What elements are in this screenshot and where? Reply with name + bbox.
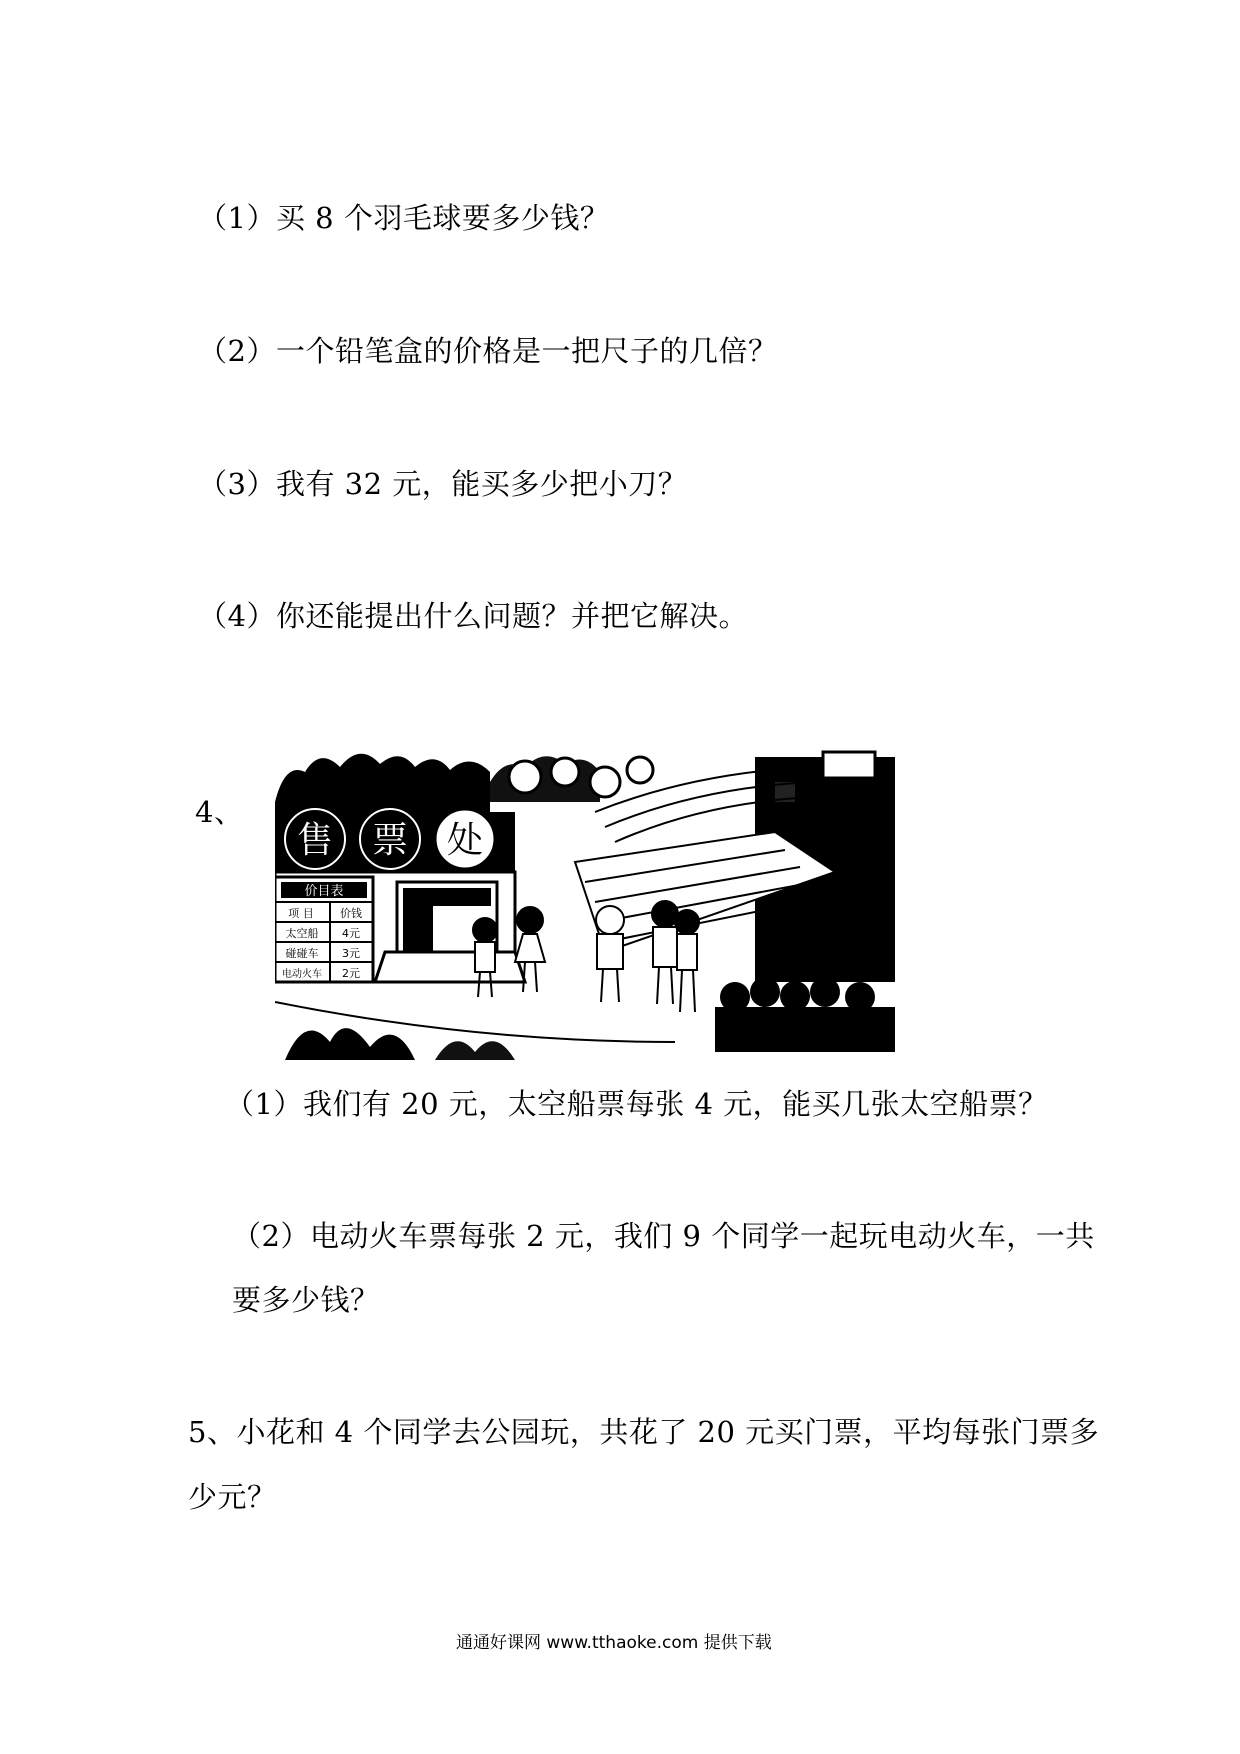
- question-3-3: （3）我有 32 元，能买多少把小刀？: [198, 467, 688, 501]
- question-3-1: （1）买 8 个羽毛球要多少钱？: [198, 201, 610, 235]
- question-4-number: 4、: [195, 795, 244, 829]
- question-4-2-line-1: （2）电动火车票每张 2 元，我们 9 个同学一起玩电动火车，一共: [232, 1219, 1095, 1253]
- price-row-2-item: 碰碰车: [285, 947, 319, 960]
- ticket-booth-illustration: [275, 742, 895, 1060]
- price-header-price: 价钱: [340, 907, 362, 920]
- question-5-line-1: 5、小花和 4 个同学去公园玩，共花了 20 元买门票，平均每张门票多: [188, 1415, 1100, 1449]
- price-row-1-item: 太空船: [285, 927, 319, 940]
- question-4-1: （1）我们有 20 元，太空船票每张 4 元，能买几张太空船票？: [225, 1087, 1048, 1121]
- price-row-3-price: 2元: [342, 967, 360, 980]
- footer-credit: 通通好课网 www.tthaoke.com 提供下载: [456, 1633, 772, 1653]
- question-3-4: （4）你还能提出什么问题？并把它解决。: [198, 599, 748, 633]
- question-5-line-2: 少元？: [188, 1480, 277, 1514]
- price-row-2-price: 3元: [342, 947, 360, 960]
- price-row-3-item: 电动火车: [282, 969, 322, 980]
- sign-char-3: 处: [446, 820, 484, 861]
- price-row-1-price: 4元: [342, 927, 360, 940]
- question-4-2-line-2: 要多少钱？: [232, 1283, 380, 1317]
- question-3-2: （2）一个铅笔盒的价格是一把尺子的几倍？: [198, 334, 778, 368]
- sign-char-1: 售: [296, 820, 334, 861]
- sign-char-2: 票: [371, 820, 409, 861]
- price-board-title: 价目表: [304, 884, 344, 899]
- price-header-item: 项 目: [288, 907, 314, 920]
